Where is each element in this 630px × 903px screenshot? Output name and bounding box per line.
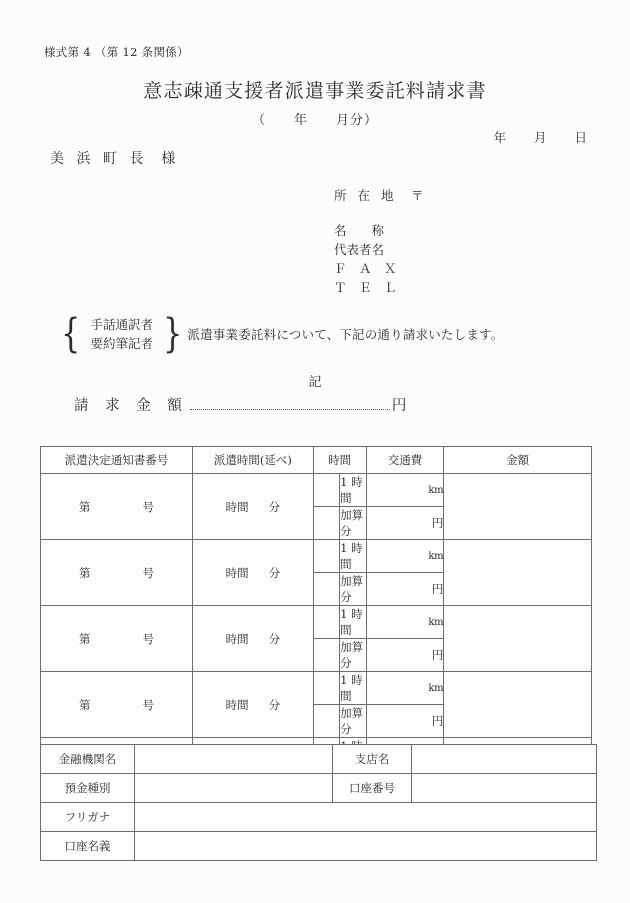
ki-mark: 記 <box>308 375 322 390</box>
cell-notice-no[interactable] <box>41 606 193 672</box>
cell-time-type: 加算分 <box>340 573 366 606</box>
cell-amount[interactable] <box>444 672 592 738</box>
page-subtitle: （ 年 月分） <box>251 113 378 128</box>
table-row <box>41 803 597 832</box>
notice-no-prefix: 第 <box>79 499 91 514</box>
cell-time-type: 1 時間 <box>340 540 366 573</box>
statement-items <box>83 315 160 353</box>
form-number: 様式第 4 （第 12 条関係） <box>44 45 189 59</box>
cell-transport-unit[interactable]: km <box>366 474 444 507</box>
cell-notice-no[interactable] <box>41 540 193 606</box>
cell-transport-unit[interactable]: 円 <box>366 705 444 738</box>
notice-no-prefix: 第 <box>79 631 91 646</box>
table-row <box>41 606 592 639</box>
notice-no-suffix: 号 <box>142 697 155 712</box>
cell-time-type: 1 時間 <box>340 474 366 507</box>
cell-dispatch-time[interactable] <box>193 672 314 738</box>
table-row <box>41 745 597 774</box>
cell-time-type: 加算分 <box>340 507 366 540</box>
cell-transport-unit[interactable]: 円 <box>366 507 444 540</box>
issuer-name-row: 名 称 <box>334 223 385 238</box>
label-branch: 支店名 <box>333 745 412 774</box>
issuer-address-label: 所 在 地 <box>334 188 397 203</box>
cell-time-type: 加算分 <box>340 705 366 738</box>
notice-no-prefix: 第 <box>79 697 91 712</box>
brace-open: { <box>61 311 81 357</box>
issuer-address-row <box>334 186 423 205</box>
addressee <box>50 148 179 168</box>
cell-time-yen[interactable] <box>313 573 339 606</box>
cell-transport-unit[interactable]: km <box>366 606 444 639</box>
notice-no-suffix: 号 <box>142 499 155 514</box>
cell-dispatch-time[interactable] <box>193 540 314 606</box>
col-header-notice-no: 派遣決定通知書番号 <box>41 447 193 474</box>
col-header-amount: 金額 <box>444 447 592 474</box>
cell-notice-no[interactable] <box>41 474 193 540</box>
input-account-name[interactable] <box>135 832 597 861</box>
brace-close: } <box>163 311 183 357</box>
cell-amount[interactable] <box>444 540 592 606</box>
cell-transport-unit[interactable]: km <box>366 540 444 573</box>
addressee-honorific: 様 <box>161 151 180 167</box>
input-account-number[interactable] <box>412 774 597 803</box>
cell-time-type: 1 時間 <box>340 606 366 639</box>
issuer-tel-row: Ｔ Ｅ Ｌ <box>334 280 397 295</box>
statement-text: 派遣事業委託料について、下記の通り請求いたします。 <box>187 327 504 342</box>
cell-notice-no[interactable] <box>41 672 193 738</box>
claim-amount-line <box>74 394 406 415</box>
cell-time-yen[interactable] <box>313 507 339 540</box>
cell-time-yen[interactable] <box>313 705 339 738</box>
minute-label: 分 <box>268 631 281 646</box>
addressee-name: 美 浜 町 長 <box>50 151 148 167</box>
cell-dispatch-time[interactable] <box>193 606 314 672</box>
notice-no-suffix: 号 <box>142 631 155 646</box>
claim-amount-input[interactable] <box>190 408 390 410</box>
table-row <box>41 672 592 705</box>
hour-label: 時間 <box>225 565 249 580</box>
cell-dispatch-time[interactable] <box>193 474 314 540</box>
issuer-spacer <box>334 205 423 221</box>
statement-item-note-taker: 要約筆記者 <box>90 336 153 351</box>
hour-label: 時間 <box>225 697 249 712</box>
notice-no-prefix: 第 <box>79 565 91 580</box>
table-header-row <box>41 447 592 474</box>
bank-account-table <box>40 744 597 861</box>
cell-time-yen[interactable] <box>313 672 339 705</box>
label-financial-institution: 金融機関名 <box>41 745 135 774</box>
col-header-transport: 交通費 <box>366 447 444 474</box>
issuer-fax-row: Ｆ Ａ Ｘ <box>334 261 397 276</box>
claim-amount-unit: 円 <box>391 398 407 414</box>
date-year-label: 年 <box>493 130 507 145</box>
claim-amount-label: 請 求 金 額 <box>74 398 188 414</box>
cell-time-type: 1 時間 <box>340 672 366 705</box>
input-branch[interactable] <box>412 745 597 774</box>
table-row <box>41 540 592 573</box>
date-day-label: 日 <box>574 130 588 145</box>
col-header-time: 時間 <box>313 447 366 474</box>
label-account-number: 口座番号 <box>333 774 412 803</box>
issuer-representative-row: 代表者名 <box>334 242 385 257</box>
input-furigana[interactable] <box>135 803 597 832</box>
table-row <box>41 774 597 803</box>
issuer-block <box>334 186 423 297</box>
cell-time-type: 加算分 <box>340 639 366 672</box>
cell-transport-unit[interactable]: km <box>366 672 444 705</box>
minute-label: 分 <box>268 565 281 580</box>
cell-transport-unit[interactable]: 円 <box>366 573 444 606</box>
col-header-dispatch-time: 派遣時間(延べ) <box>193 447 314 474</box>
statement-block <box>58 311 504 357</box>
statement-item-sign-interpreter: 手話通訳者 <box>90 317 153 332</box>
cell-amount[interactable] <box>444 474 592 540</box>
label-furigana: フリガナ <box>41 803 135 832</box>
cell-time-yen[interactable] <box>313 606 339 639</box>
cell-time-yen[interactable] <box>313 474 339 507</box>
table-row <box>41 474 592 507</box>
page-title: 意志疎通支援者派遣事業委託料請求書 <box>143 80 487 102</box>
date-line <box>493 128 588 146</box>
label-account-name: 口座名義 <box>41 832 135 861</box>
minute-label: 分 <box>268 697 281 712</box>
date-month-label: 月 <box>533 130 548 145</box>
cell-time-yen[interactable] <box>313 639 339 672</box>
cell-time-yen[interactable] <box>313 540 339 573</box>
input-account-type[interactable] <box>135 774 333 803</box>
hour-label: 時間 <box>225 499 249 514</box>
label-account-type: 預金種別 <box>41 774 135 803</box>
hour-label: 時間 <box>225 631 249 646</box>
table-row <box>41 832 597 861</box>
input-financial-institution[interactable] <box>135 745 333 774</box>
cell-transport-unit[interactable]: 円 <box>366 639 444 672</box>
minute-label: 分 <box>268 499 281 514</box>
postal-mark-icon: 〒 <box>410 188 424 203</box>
notice-no-suffix: 号 <box>142 565 155 580</box>
cell-amount[interactable] <box>444 606 592 672</box>
